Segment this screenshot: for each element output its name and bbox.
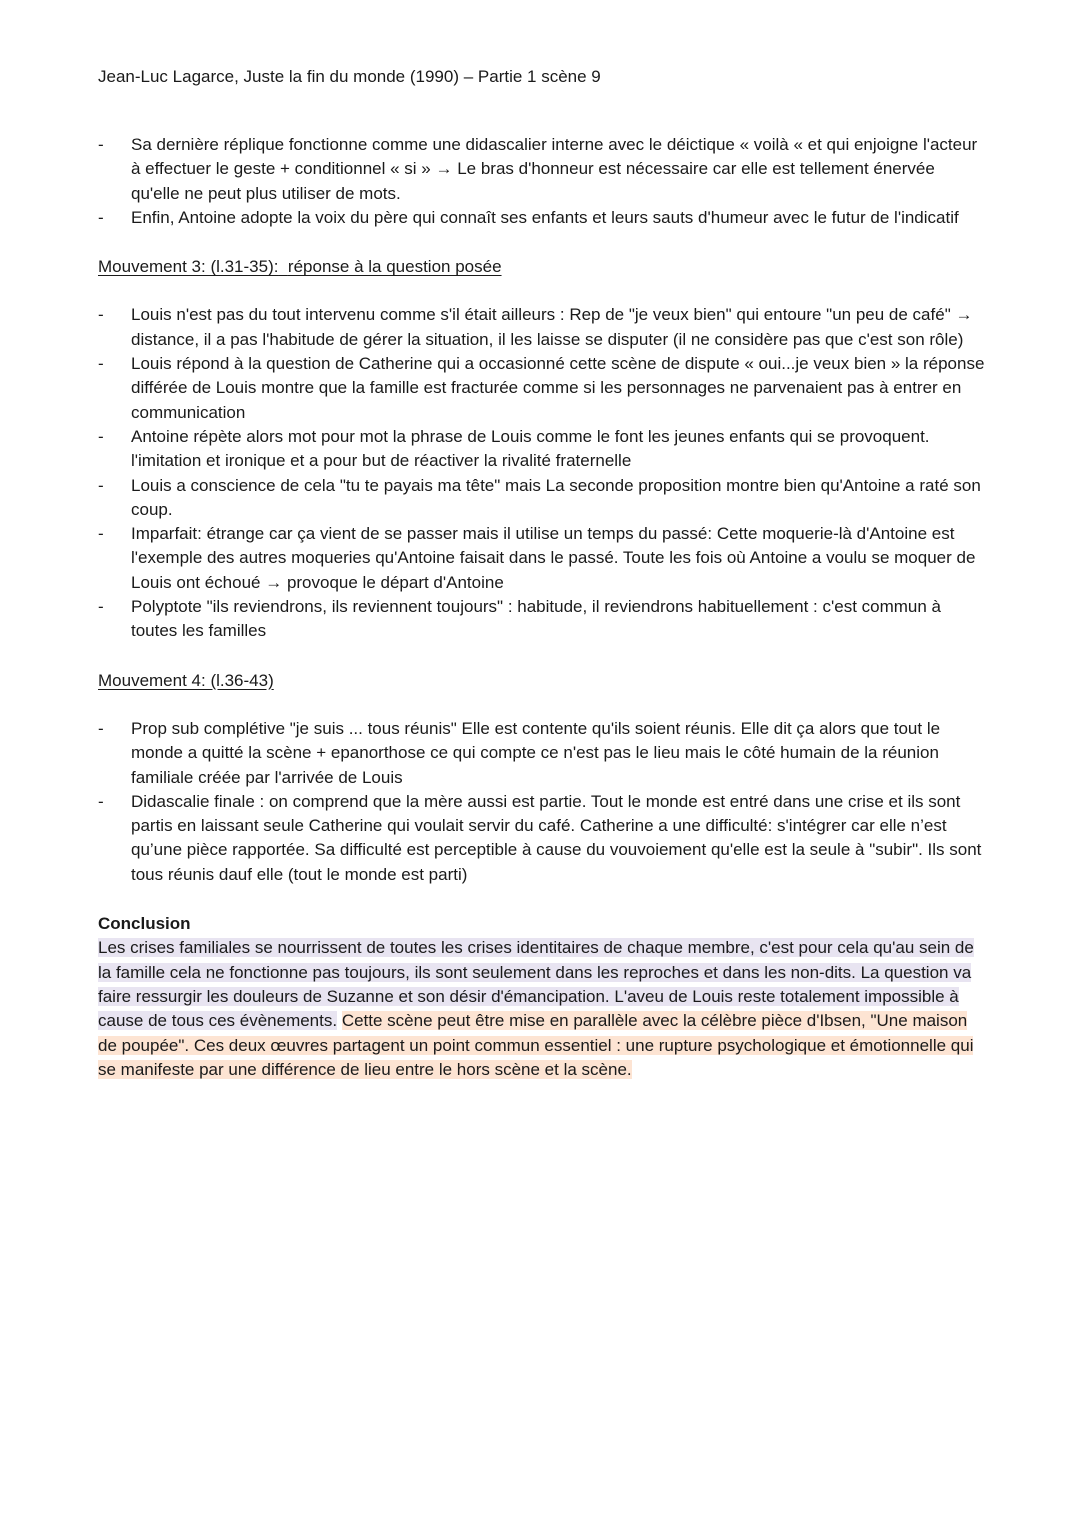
movement-3-heading	[98, 255, 988, 279]
bullet-text: Louis répond à la question de Catherine qui a occasionné cette scène de dispute « oui...je veux bien » la réponse différée de Louis montre que la famille est fracturée comme si les personnages ne parvenaient pas à entrer en communication	[131, 354, 985, 422]
bullet-text: Didascalie finale : on comprend que la mère aussi est partie. Tout le monde est entré dans une crise et ils sont partis en laissant seule Catherine qui voulait servir du café. Catherine a une difficulté: s'intégrer car elle n’est qu’une pièce rapportée. Sa difficulté est perceptible à cause du vouvoiement qu'elle est la seule à "subir". Ils sont tous réunis dauf elle (tout le monde est parti)	[131, 791, 982, 884]
conclusion-heading: Conclusion	[98, 914, 191, 934]
document-header: Jean-Luc Lagarce, Juste la fin du monde (1990) – Partie 1 scène 9	[98, 67, 601, 86]
bullet-dash: -	[98, 207, 104, 227]
movement-4-bullet-list	[98, 717, 988, 887]
bullet-dash: -	[98, 524, 104, 544]
list-item	[98, 522, 988, 595]
conclusion-highlight-part-1: Les crises familiales se nourrissent de toutes les crises identitaires de chaque membre, c'est pour cela qu'au sein de la famille cela ne fonctionne pas toujours, ils sont seulement dans les reproches et dans les non-dits. La question va faire ressurgir les douleurs de Suzanne et son désir d'émancipation. L'aveu de Louis reste totalement impossible à cause de tous ces évènements.	[98, 938, 974, 1031]
bullet-dash: -	[98, 475, 104, 495]
document-body	[98, 133, 988, 1082]
bullet-text: Enfin, Antoine adopte la voix du père qui connaît ses enfants et leurs sauts d'humeur avec le futur de l'indicatif	[131, 207, 959, 227]
bullet-dash: -	[98, 718, 104, 738]
bullet-text: Louis a conscience de cela "tu te payais ma tête" mais La seconde proposition montre bien qu'Antoine a raté son coup.	[131, 475, 981, 519]
movement-4-heading: Mouvement 4: (l.36-43)	[98, 670, 274, 690]
intro-bullet-list	[98, 133, 988, 230]
list-item	[98, 133, 988, 206]
list-item	[98, 206, 988, 230]
bullet-text: Antoine répète alors mot pour mot la phrase de Louis comme le font les jeunes enfants qui se provoquent. l'imitation et ironique et a pour but de réactiver la rivalité fraternelle	[131, 426, 930, 471]
bullet-text: Sa dernière réplique fonctionne comme une didascalier interne avec le déictique « voilà « et qui enjoigne l'acteur à effectuer le geste + conditionnel « si » → Le bras d'honneur est nécessaire car elle est tellement énervée qu'elle ne peut plus utiliser de mots.	[131, 135, 978, 203]
list-item	[98, 474, 988, 523]
bullet-dash: -	[98, 597, 104, 617]
list-item	[98, 717, 988, 790]
bullet-text: Prop sub complétive "je suis ... tous réunis" Elle est contente qu'ils soient réunis. Elle dit ça alors que tout le monde a quitté la scène + epanorthose ce qui compte ce n'est pas le lieu mais le côté humain de la réunion familiale créée par l'arrivée de Louis	[131, 718, 941, 787]
list-item	[98, 425, 988, 474]
conclusion-paragraph	[98, 936, 988, 1082]
movement-3-heading-rest: réponse à la question posée	[287, 257, 502, 277]
bullet-text: Imparfait: étrange car ça vient de se passer mais il utilise un temps du passé: Cette moquerie-là d'Antoine est l'exemple des autres moqueries qu'Antoine faisait dans le passé. Toute les fois où Antoine a voulu se moquer de Louis ont échoué → provoque le départ d'Antoine	[131, 524, 976, 592]
bullet-dash: -	[98, 791, 104, 811]
list-item	[98, 303, 988, 352]
bullet-dash: -	[98, 354, 104, 374]
bullet-text: Louis n'est pas du tout intervenu comme s'il était ailleurs : Rep de "je veux bien" qui entoure "un peu de café" → distance, il a pas l'habitude de gérer la situation, il les laisse se disputer (il ne considère pas que c'est son rôle)	[131, 305, 973, 349]
bullet-dash: -	[98, 135, 104, 154]
bullet-dash: -	[98, 426, 104, 446]
movement-3-bullet-list	[98, 303, 988, 643]
bullet-text: Polyptote "ils reviendrons, ils reviennent toujours" : habitude, il reviendrons habituellement : c'est commun à toutes les familles	[131, 597, 942, 641]
movement-3-heading-prefix: Mouvement 3: (l.31-35):	[98, 257, 279, 277]
conclusion-highlight-part-2: Cette scène peut être mise en parallèle avec la célèbre pièce d'Ibsen, "Une maison de poupée". Ces deux œuvres partagent un point commun essentiel : une rupture psychologique et émotionnelle qui se manifeste par une différence de lieu entre le hors scène et la scène.	[98, 1011, 974, 1079]
bullet-dash: -	[98, 305, 104, 325]
list-item	[98, 595, 988, 644]
list-item	[98, 352, 988, 425]
list-item	[98, 790, 988, 887]
